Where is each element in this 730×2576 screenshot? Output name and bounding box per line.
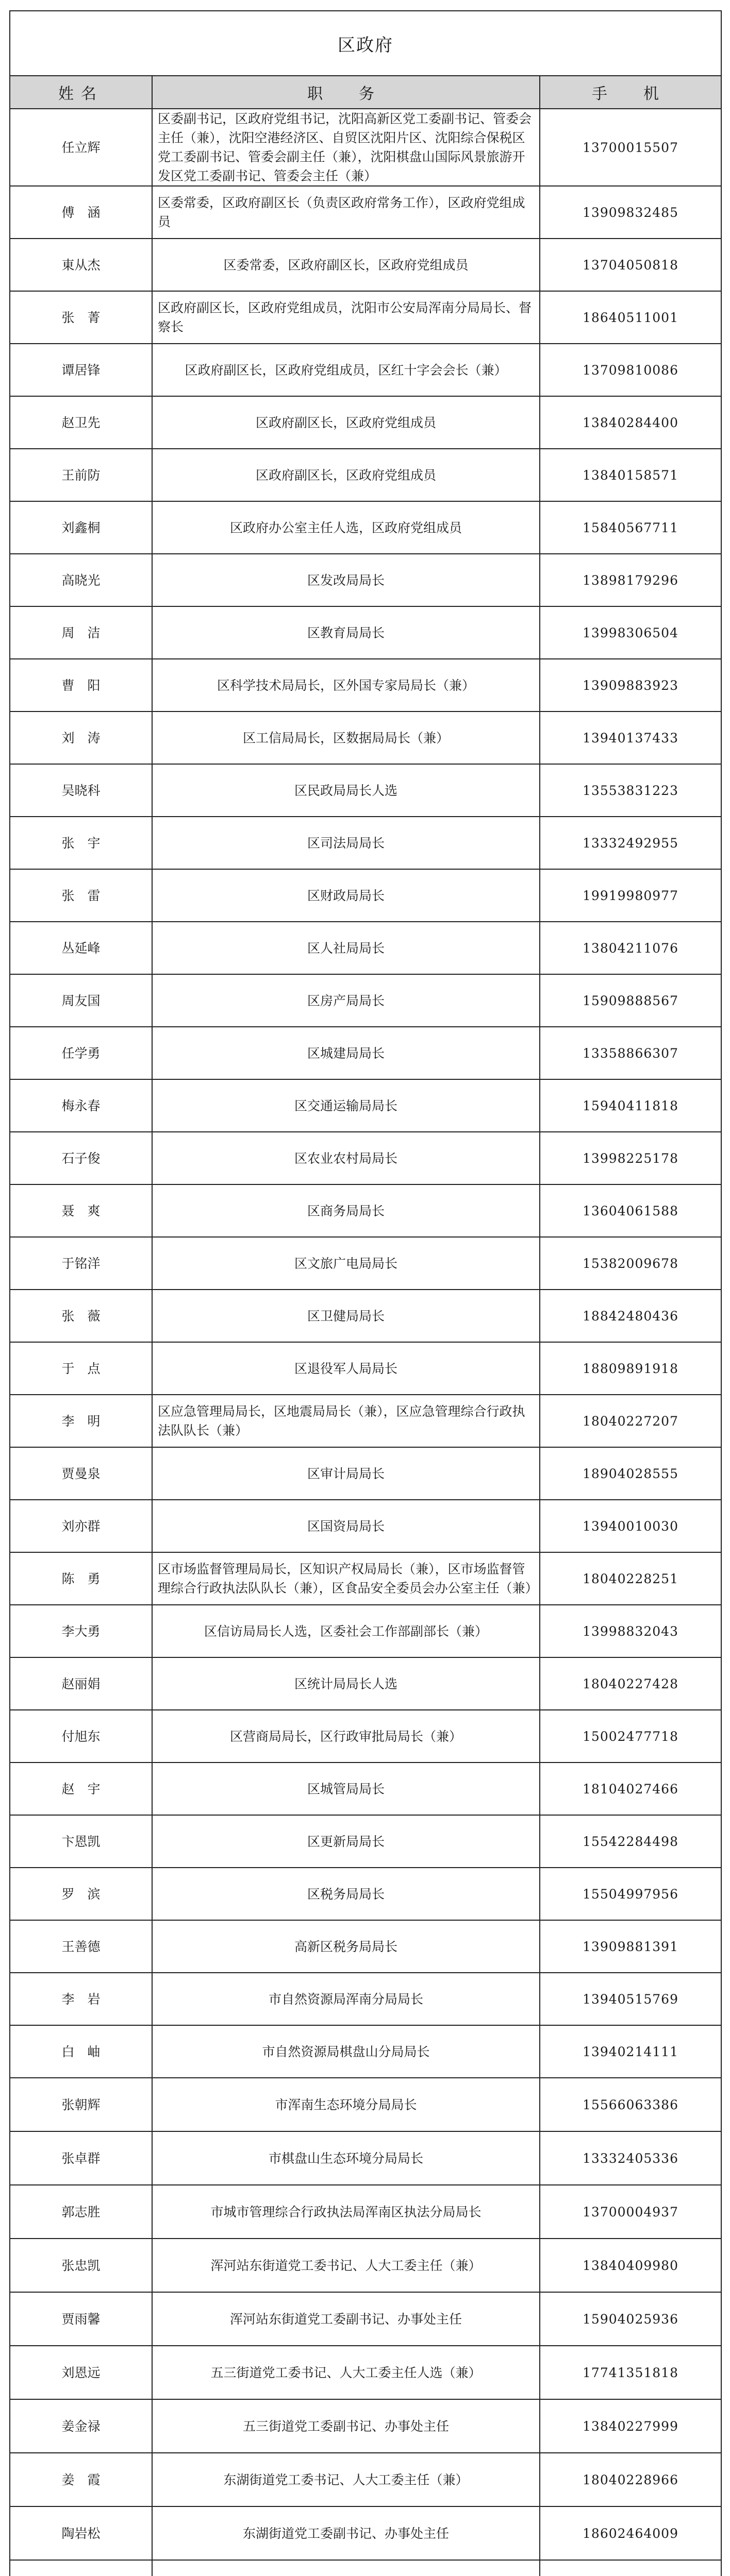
cell-position: 区营商局局长，区行政审批局局长（兼） bbox=[152, 1710, 540, 1762]
cell-name: 郭志胜 bbox=[10, 2185, 152, 2239]
cell-phone[interactable]: 15382009678 bbox=[540, 1237, 721, 1290]
cell-name: 赵丽娟 bbox=[10, 1657, 152, 1710]
cell-phone[interactable]: 15002477718 bbox=[540, 1710, 721, 1762]
cell-name: 曹 阳 bbox=[10, 659, 152, 711]
table-row bbox=[10, 2185, 721, 2239]
cell-phone[interactable]: 13553831223 bbox=[540, 764, 721, 817]
cell-position: 区信访局局长人选，区委社会工作部副部长（兼） bbox=[152, 1605, 540, 1657]
cell-phone[interactable]: 13940010030 bbox=[540, 1500, 721, 1552]
cell-phone[interactable]: 15566063386 bbox=[540, 2078, 721, 2131]
cell-phone[interactable]: 18842480436 bbox=[540, 1290, 721, 1342]
cell-name: 卞恩凯 bbox=[10, 1815, 152, 1868]
table-row bbox=[10, 2560, 721, 2576]
cell-position: 区市场监督管理局局长，区知识产权局局长（兼），区市场监督管理综合行政执法队队长（兼），区食品安全委员会办公室主任（兼） bbox=[152, 1552, 540, 1605]
cell-name: 姜金禄 bbox=[10, 2399, 152, 2453]
header-phone: 手 机 bbox=[540, 76, 721, 109]
cell-name: 贾曼泉 bbox=[10, 1447, 152, 1500]
cell-position: 东湖街道党工委副书记、办事处主任 bbox=[152, 2506, 540, 2560]
cell-position bbox=[152, 2560, 540, 2576]
table-row bbox=[10, 1973, 721, 2025]
cell-phone[interactable]: 13909832485 bbox=[540, 186, 721, 239]
cell-position: 区应急管理局局长，区地震局局长（兼），区应急管理综合行政执法队队长（兼） bbox=[152, 1395, 540, 1447]
cell-name: 张 薇 bbox=[10, 1290, 152, 1342]
cell-position: 市自然资源局棋盘山分局局长 bbox=[152, 2025, 540, 2078]
cell-phone[interactable] bbox=[540, 2560, 721, 2576]
cell-phone[interactable]: 18104027466 bbox=[540, 1762, 721, 1815]
cell-name: 罗 滨 bbox=[10, 1868, 152, 1920]
cell-phone[interactable]: 13909883923 bbox=[540, 659, 721, 711]
cell-name: 傅 涵 bbox=[10, 186, 152, 239]
cell-name: 丛延峰 bbox=[10, 922, 152, 974]
table-row bbox=[10, 922, 721, 974]
cell-position: 区财政局局长 bbox=[152, 869, 540, 922]
cell-phone[interactable]: 18040227428 bbox=[540, 1657, 721, 1710]
cell-phone[interactable]: 13940137433 bbox=[540, 711, 721, 764]
table-row bbox=[10, 817, 721, 869]
cell-phone[interactable]: 18040227207 bbox=[540, 1395, 721, 1447]
table-row bbox=[10, 1762, 721, 1815]
table-row bbox=[10, 1447, 721, 1500]
cell-name: 白 岫 bbox=[10, 2025, 152, 2078]
cell-phone[interactable]: 13804211076 bbox=[540, 922, 721, 974]
cell-position: 区民政局局长人选 bbox=[152, 764, 540, 817]
cell-phone[interactable]: 15909888567 bbox=[540, 974, 721, 1027]
table-row bbox=[10, 974, 721, 1027]
cell-phone[interactable]: 18809891918 bbox=[540, 1342, 721, 1395]
cell-position: 区国资局局长 bbox=[152, 1500, 540, 1552]
table-row bbox=[10, 1815, 721, 1868]
cell-phone[interactable]: 15840567711 bbox=[540, 501, 721, 554]
cell-position: 区委副书记，区政府党组书记，沈阳高新区党工委副书记、管委会主任（兼），沈阳空港经济区、自贸区沈阳片区、沈阳综合保税区党工委副书记、管委会副主任（兼），沈阳棋盘山国际风景旅游开发区党工委副书记、管委会主任（兼） bbox=[152, 109, 540, 186]
cell-name: 周 洁 bbox=[10, 606, 152, 659]
cell-phone[interactable]: 18602464009 bbox=[540, 2506, 721, 2560]
table-row bbox=[10, 869, 721, 922]
table-row bbox=[10, 1237, 721, 1290]
table-row bbox=[10, 1605, 721, 1657]
table-row bbox=[10, 2292, 721, 2346]
cell-position: 区审计局局长 bbox=[152, 1447, 540, 1500]
cell-position: 五三街道党工委副书记、办事处主任 bbox=[152, 2399, 540, 2453]
cell-phone[interactable]: 13709810086 bbox=[540, 344, 721, 396]
cell-name: 刘鑫桐 bbox=[10, 501, 152, 554]
cell-position: 区政府副区长，区政府党组成员 bbox=[152, 396, 540, 449]
cell-name: 赵卫先 bbox=[10, 396, 152, 449]
cell-name: 任学勇 bbox=[10, 1027, 152, 1079]
cell-position: 区文旅广电局局长 bbox=[152, 1237, 540, 1290]
table-row bbox=[10, 659, 721, 711]
table-row bbox=[10, 1500, 721, 1552]
header-name: 姓名 bbox=[10, 76, 152, 109]
table-row bbox=[10, 764, 721, 817]
cell-position: 高新区税务局局长 bbox=[152, 1920, 540, 1973]
cell-position: 市城市管理综合行政执法局浑南区执法分局局长 bbox=[152, 2185, 540, 2239]
table-row bbox=[10, 1027, 721, 1079]
cell-phone[interactable]: 13700004937 bbox=[540, 2185, 721, 2239]
header-row bbox=[10, 76, 721, 109]
table-row bbox=[10, 291, 721, 344]
table-row bbox=[10, 1657, 721, 1710]
table-row bbox=[10, 711, 721, 764]
table-row bbox=[10, 2346, 721, 2399]
cell-phone[interactable]: 13840227999 bbox=[540, 2399, 721, 2453]
table-row bbox=[10, 501, 721, 554]
cell-phone[interactable]: 13704050818 bbox=[540, 239, 721, 291]
cell-name: 于 点 bbox=[10, 1342, 152, 1395]
cell-phone[interactable]: 13909881391 bbox=[540, 1920, 721, 1973]
cell-name: 刘亦群 bbox=[10, 1500, 152, 1552]
cell-position: 市浑南生态环境分局局长 bbox=[152, 2078, 540, 2131]
cell-name: 张 雷 bbox=[10, 869, 152, 922]
cell-phone[interactable]: 13898179296 bbox=[540, 554, 721, 606]
cell-name: 陈 勇 bbox=[10, 1552, 152, 1605]
cell-phone[interactable]: 17741351818 bbox=[540, 2346, 721, 2399]
cell-position: 浑河站东街道党工委副书记、办事处主任 bbox=[152, 2292, 540, 2346]
cell-phone[interactable]: 15504997956 bbox=[540, 1868, 721, 1920]
cell-phone[interactable]: 15904025936 bbox=[540, 2292, 721, 2346]
cell-name: 张 宇 bbox=[10, 817, 152, 869]
cell-name: 张 菁 bbox=[10, 291, 152, 344]
table-row bbox=[10, 2239, 721, 2292]
table-row bbox=[10, 1132, 721, 1184]
table-row bbox=[10, 2399, 721, 2453]
cell-position: 区农业农村局局长 bbox=[152, 1132, 540, 1184]
table-row bbox=[10, 1552, 721, 1605]
cell-name: 张朝辉 bbox=[10, 2078, 152, 2131]
cell-position: 区更新局局长 bbox=[152, 1815, 540, 1868]
table-row bbox=[10, 2025, 721, 2078]
table-row bbox=[10, 1184, 721, 1237]
cell-name: 付旭东 bbox=[10, 1710, 152, 1762]
cell-position: 区科学技术局局长，区外国专家局局长（兼） bbox=[152, 659, 540, 711]
cell-name bbox=[10, 2560, 152, 2576]
cell-position: 区政府副区长，区政府党组成员，沈阳市公安局浑南分局局长、督察长 bbox=[152, 291, 540, 344]
cell-phone[interactable]: 18040228966 bbox=[540, 2453, 721, 2506]
table-row bbox=[10, 1920, 721, 1973]
cell-phone[interactable]: 13998832043 bbox=[540, 1605, 721, 1657]
cell-phone[interactable]: 13604061588 bbox=[540, 1184, 721, 1237]
cell-position: 区统计局局长人选 bbox=[152, 1657, 540, 1710]
table-row bbox=[10, 396, 721, 449]
cell-name: 李 明 bbox=[10, 1395, 152, 1447]
table-row bbox=[10, 2078, 721, 2131]
cell-position: 市棋盘山生态环境分局局长 bbox=[152, 2131, 540, 2185]
cell-name: 李大勇 bbox=[10, 1605, 152, 1657]
table-row bbox=[10, 1868, 721, 1920]
cell-name: 刘 涛 bbox=[10, 711, 152, 764]
cell-position: 区税务局局长 bbox=[152, 1868, 540, 1920]
table-row bbox=[10, 606, 721, 659]
table-row bbox=[10, 1342, 721, 1395]
cell-phone[interactable]: 13998306504 bbox=[540, 606, 721, 659]
header-position: 职 务 bbox=[152, 76, 540, 109]
cell-phone[interactable]: 13332405336 bbox=[540, 2131, 721, 2185]
cell-name: 周友国 bbox=[10, 974, 152, 1027]
cell-position: 区委常委，区政府副区长（负责区政府常务工作），区政府党组成员 bbox=[152, 186, 540, 239]
cell-phone[interactable]: 13940515769 bbox=[540, 1973, 721, 2025]
cell-phone[interactable]: 13332492955 bbox=[540, 817, 721, 869]
cell-name: 于铭洋 bbox=[10, 1237, 152, 1290]
table-row bbox=[10, 2453, 721, 2506]
table-row bbox=[10, 1395, 721, 1447]
cell-name: 张忠凯 bbox=[10, 2239, 152, 2292]
cell-position: 区司法局局长 bbox=[152, 817, 540, 869]
table-row bbox=[10, 186, 721, 239]
table-row bbox=[10, 239, 721, 291]
cell-phone[interactable]: 15940411818 bbox=[540, 1079, 721, 1132]
cell-name: 王善德 bbox=[10, 1920, 152, 1973]
cell-name: 任立辉 bbox=[10, 109, 152, 186]
table-row bbox=[10, 2506, 721, 2560]
directory-sheet bbox=[9, 10, 721, 2576]
cell-name: 東从杰 bbox=[10, 239, 152, 291]
cell-name: 李 岩 bbox=[10, 1973, 152, 2025]
cell-name: 赵 宇 bbox=[10, 1762, 152, 1815]
cell-name: 高晓光 bbox=[10, 554, 152, 606]
table-title: 区政府 bbox=[10, 11, 721, 76]
cell-position: 区政府副区长，区政府党组成员，区红十字会会长（兼） bbox=[152, 344, 540, 396]
cell-position: 区房产局局长 bbox=[152, 974, 540, 1027]
cell-name: 谭居锋 bbox=[10, 344, 152, 396]
cell-position: 区城建局局长 bbox=[152, 1027, 540, 1079]
cell-phone[interactable]: 13840284400 bbox=[540, 396, 721, 449]
table-row bbox=[10, 1710, 721, 1762]
title-row bbox=[10, 11, 721, 76]
cell-position: 区教育局局长 bbox=[152, 606, 540, 659]
cell-position: 区城管局局长 bbox=[152, 1762, 540, 1815]
cell-position: 东湖街道党工委书记、人大工委主任（兼） bbox=[152, 2453, 540, 2506]
cell-phone[interactable]: 13940214111 bbox=[540, 2025, 721, 2078]
cell-name: 陶岩松 bbox=[10, 2506, 152, 2560]
cell-phone[interactable]: 19919980977 bbox=[540, 869, 721, 922]
table-row bbox=[10, 2131, 721, 2185]
cell-position: 区政府办公室主任人选，区政府党组成员 bbox=[152, 501, 540, 554]
cell-name: 王前防 bbox=[10, 449, 152, 501]
cell-name: 刘恩远 bbox=[10, 2346, 152, 2399]
cell-name: 石子俊 bbox=[10, 1132, 152, 1184]
cell-phone[interactable]: 13840158571 bbox=[540, 449, 721, 501]
cell-position: 区委常委，区政府副区长，区政府党组成员 bbox=[152, 239, 540, 291]
table-row bbox=[10, 1290, 721, 1342]
cell-position: 区交通运输局局长 bbox=[152, 1079, 540, 1132]
cell-name: 聂 爽 bbox=[10, 1184, 152, 1237]
cell-phone[interactable]: 13358866307 bbox=[540, 1027, 721, 1079]
cell-phone[interactable]: 18040228251 bbox=[540, 1552, 721, 1605]
cell-position: 浑河站东街道党工委书记、人大工委主任（兼） bbox=[152, 2239, 540, 2292]
cell-position: 区商务局局长 bbox=[152, 1184, 540, 1237]
cell-phone[interactable]: 13840409980 bbox=[540, 2239, 721, 2292]
officials-table bbox=[9, 10, 722, 2576]
cell-name: 姜 霞 bbox=[10, 2453, 152, 2506]
cell-position: 区人社局局长 bbox=[152, 922, 540, 974]
cell-position: 区政府副区长，区政府党组成员 bbox=[152, 449, 540, 501]
cell-position: 五三街道党工委书记、人大工委主任人选（兼） bbox=[152, 2346, 540, 2399]
cell-name: 梅永春 bbox=[10, 1079, 152, 1132]
cell-name: 贾雨馨 bbox=[10, 2292, 152, 2346]
table-row bbox=[10, 449, 721, 501]
cell-position: 市自然资源局浑南分局局长 bbox=[152, 1973, 540, 2025]
cell-name: 张卓群 bbox=[10, 2131, 152, 2185]
cell-position: 区卫健局局长 bbox=[152, 1290, 540, 1342]
cell-phone[interactable]: 18904028555 bbox=[540, 1447, 721, 1500]
cell-phone[interactable]: 13998225178 bbox=[540, 1132, 721, 1184]
table-row bbox=[10, 554, 721, 606]
table-row bbox=[10, 1079, 721, 1132]
cell-position: 区发改局局长 bbox=[152, 554, 540, 606]
table-row bbox=[10, 109, 721, 186]
cell-name: 吴晓科 bbox=[10, 764, 152, 817]
cell-phone[interactable]: 15542284498 bbox=[540, 1815, 721, 1868]
cell-position: 区工信局局长，区数据局局长（兼） bbox=[152, 711, 540, 764]
cell-phone[interactable]: 13700015507 bbox=[540, 109, 721, 186]
table-row bbox=[10, 344, 721, 396]
cell-position: 区退役军人局局长 bbox=[152, 1342, 540, 1395]
cell-phone[interactable]: 18640511001 bbox=[540, 291, 721, 344]
